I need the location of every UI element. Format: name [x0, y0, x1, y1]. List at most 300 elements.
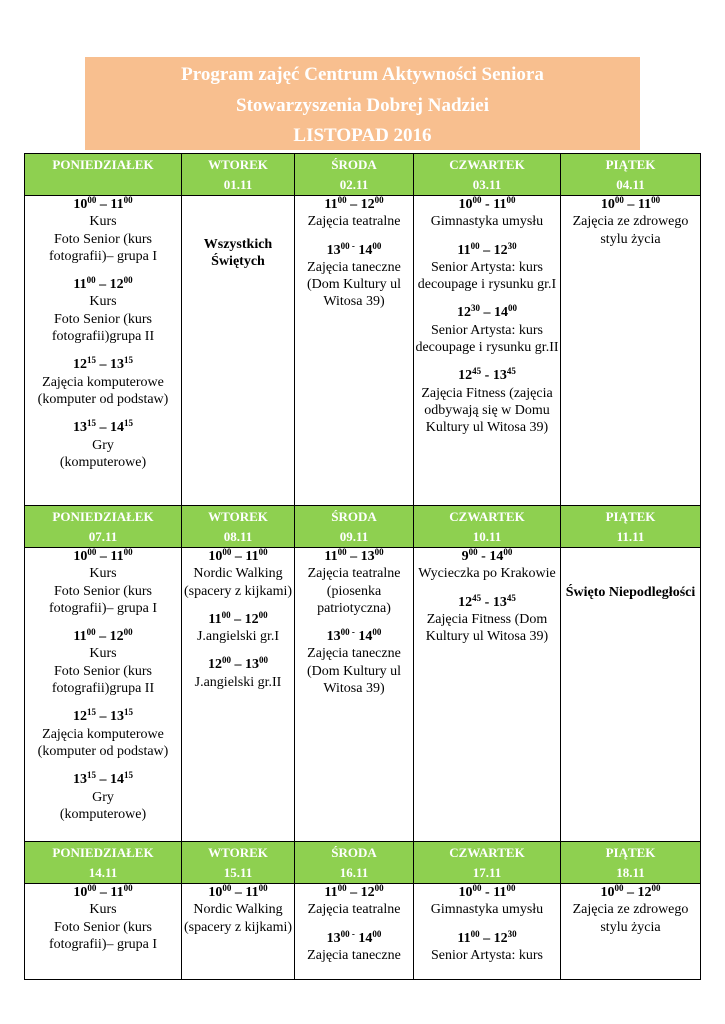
start-minutes: 15 [87, 355, 96, 366]
day-cell [182, 884, 295, 980]
title-line-3: LISTOPAD 2016 [293, 125, 432, 146]
activity-time [25, 628, 181, 645]
activity-time [25, 196, 181, 213]
end-hour: 12 [109, 277, 124, 293]
time-separator: – [623, 885, 638, 900]
day-name: PIĄTEK [605, 845, 656, 860]
start-hour: 11 [324, 549, 338, 564]
end-hour: 14 [358, 629, 373, 645]
activity-time [414, 196, 560, 213]
activity-description: Gimnastyka umysłu [430, 902, 544, 918]
activity-description: Zajęcia taneczne (Dom Kultury ul Witosa 39) [306, 646, 402, 697]
end-hour: 13 [492, 594, 507, 610]
start-hour: 11 [457, 930, 471, 946]
day-cell [414, 548, 561, 842]
activity-description: Zajęcia Fitness (zajęcia odbywają się w Domu Kultury ul Witosa 39) [421, 385, 553, 436]
end-minutes: 00 [258, 609, 268, 620]
time-separator: – [96, 709, 110, 725]
day-header [25, 506, 182, 548]
start-hour: 11 [457, 242, 471, 258]
activity-time [295, 242, 413, 259]
day-name: WTOREK [208, 845, 268, 860]
activity-entry [414, 930, 560, 965]
day-header [414, 842, 561, 884]
end-hour: 12 [244, 611, 259, 627]
time-separator: - [481, 368, 493, 384]
activity-entry [414, 594, 560, 646]
activity-entry [25, 196, 181, 265]
activity-description: Gimnastyka umysłu [430, 214, 544, 230]
activity-time [414, 884, 560, 901]
end-minutes: 00 [372, 240, 382, 251]
activity-time [182, 656, 294, 673]
end-hour: 13 [110, 709, 124, 725]
activity-entry [414, 367, 560, 436]
end-minutes: 15 [124, 355, 133, 366]
time-separator: – [231, 657, 245, 673]
end-hour: 12 [360, 197, 375, 212]
activity-entry [295, 628, 413, 697]
time-separator: - [477, 549, 490, 564]
activity-time [182, 611, 294, 628]
day-cell [182, 548, 295, 842]
week-header-row [25, 154, 701, 196]
start-hour: 13 [73, 772, 87, 788]
start-hour: 12 [458, 594, 473, 610]
activity-entry [182, 656, 294, 691]
end-minutes: 00 [123, 547, 133, 557]
end-minutes: 00 [123, 195, 133, 205]
start-minutes: 45 [472, 592, 482, 603]
start-hour: 11 [73, 277, 87, 293]
day-date: 10.11 [472, 529, 502, 544]
end-minutes: 30 [507, 240, 517, 251]
activity-description: Kurs Foto Senior (kurs fotografii)– grupa I [48, 566, 158, 616]
time-separator: - [481, 197, 494, 212]
day-header [295, 154, 414, 196]
activity-time [25, 419, 181, 436]
end-minutes: 00 [506, 195, 516, 205]
end-hour: 14 [489, 549, 504, 564]
start-hour: 11 [324, 197, 338, 212]
end-minutes: 15 [124, 770, 133, 781]
activity-entry [295, 548, 413, 617]
activity-entry [414, 884, 560, 919]
day-date [25, 175, 181, 195]
activity-description: Senior Artysta: kurs decoupage i rysunku gr.I [417, 259, 557, 293]
start-minutes: 00 - [340, 928, 355, 939]
day-cell [25, 196, 182, 506]
activity-description: Zajęcia teatralne [307, 902, 401, 918]
day-date: 14.11 [88, 865, 118, 880]
activity-time [25, 884, 181, 901]
start-minutes: 00 [337, 195, 347, 205]
start-minutes: 00 [87, 883, 97, 893]
end-minutes: 00 [258, 883, 268, 893]
end-hour: 13 [245, 657, 259, 673]
activity-time [182, 548, 294, 565]
end-minutes: 30 [507, 928, 517, 939]
start-minutes: 00 [614, 883, 624, 893]
start-minutes: 15 [87, 707, 96, 718]
start-minutes: 00 - [340, 240, 355, 251]
activity-entry [295, 930, 413, 965]
start-minutes: 00 [87, 195, 97, 205]
title-line-2: Stowarzyszenia Dobrej Nadziei [236, 94, 489, 116]
start-minutes: 00 [468, 547, 478, 557]
activity-entry [295, 242, 413, 311]
day-name: ŚRODA [331, 157, 377, 172]
activity-time [295, 930, 413, 947]
day-cell [295, 548, 414, 842]
activity-description: J.angielski gr.II [194, 674, 282, 690]
end-hour: 11 [637, 197, 652, 212]
activity-entry [295, 884, 413, 919]
start-hour: 12 [458, 368, 473, 384]
time-separator: – [96, 549, 111, 564]
time-separator: – [346, 885, 361, 900]
day-date: 18.11 [616, 865, 645, 880]
end-hour: 11 [493, 197, 507, 212]
activity-time [25, 771, 181, 788]
time-separator: – [96, 357, 110, 373]
activity-entry [25, 771, 181, 823]
activity-time [414, 594, 560, 611]
day-header [295, 842, 414, 884]
activity-time [414, 304, 560, 321]
activity-description: Nordic Walking (spacery z kijkami) [183, 566, 293, 599]
day-name: ŚRODA [331, 509, 377, 524]
activity-entry [561, 884, 700, 936]
end-minutes: 15 [124, 418, 133, 429]
activity-description: Zajęcia komputerowe (komputer od podstaw) [37, 374, 169, 407]
day-name: CZWARTEK [449, 845, 525, 860]
end-hour: 14 [110, 772, 124, 788]
day-date: 02.11 [339, 177, 369, 192]
end-minutes: 00 [651, 883, 661, 893]
day-header [295, 506, 414, 548]
day-cell [295, 196, 414, 506]
activity-entry [25, 419, 181, 471]
activity-description: Kurs Foto Senior (kurs fotografii)– grupa I [48, 214, 158, 264]
end-minutes: 00 [259, 655, 268, 666]
end-hour: 11 [245, 549, 259, 564]
start-minutes: 00 [472, 883, 482, 893]
end-minutes: 00 [123, 627, 133, 638]
time-separator: – [479, 242, 494, 258]
activity-time [561, 196, 700, 213]
day-header [414, 154, 561, 196]
end-minutes: 00 [258, 547, 268, 557]
day-cell [182, 196, 295, 506]
activity-entry [414, 196, 560, 231]
time-separator: – [95, 629, 110, 645]
start-minutes: 00 [470, 928, 480, 939]
day-name: PIĄTEK [605, 509, 656, 524]
end-minutes: 45 [506, 366, 516, 377]
day-header [561, 154, 701, 196]
start-hour: 10 [73, 197, 88, 212]
start-hour: 13 [326, 242, 341, 258]
activity-description: Kurs Foto Senior (kurs fotografii)– grupa I [48, 902, 158, 952]
day-cell [295, 884, 414, 980]
time-separator: – [96, 420, 110, 436]
time-separator: – [623, 197, 638, 212]
day-header [25, 842, 182, 884]
title-banner [85, 57, 640, 150]
time-separator: – [96, 885, 111, 900]
time-separator: – [96, 772, 110, 788]
day-cell [25, 548, 182, 842]
end-minutes: 00 [374, 195, 384, 205]
activity-entry [182, 884, 294, 936]
end-hour: 13 [492, 368, 507, 384]
day-cell [414, 884, 561, 980]
day-date: 01.11 [223, 177, 253, 192]
start-minutes: 00 [86, 627, 96, 638]
start-minutes: 30 [471, 303, 480, 314]
day-header [182, 842, 295, 884]
start-hour: 10 [600, 885, 615, 900]
holiday-label: Wszystkich Świętych [203, 237, 273, 270]
start-hour: 10 [208, 885, 223, 900]
start-minutes: 00 [337, 883, 347, 893]
end-hour: 13 [360, 549, 375, 564]
activity-description: Zajęcia taneczne [307, 947, 401, 963]
activity-entry [25, 628, 181, 697]
day-date: 17.11 [472, 865, 502, 880]
day-date: 11.11 [616, 529, 645, 544]
end-hour: 11 [245, 885, 259, 900]
schedule-table [24, 153, 701, 980]
activity-entry [25, 708, 181, 760]
start-minutes: 15 [87, 770, 96, 781]
day-name: CZWARTEK [449, 157, 525, 172]
day-name: WTOREK [208, 157, 268, 172]
end-hour: 14 [494, 305, 508, 321]
end-hour: 12 [109, 629, 124, 645]
activity-description: Zajęcia komputerowe (komputer od podstaw) [37, 726, 169, 759]
start-minutes: 00 [222, 547, 232, 557]
start-minutes: 00 [222, 883, 232, 893]
day-date: 07.11 [88, 529, 118, 544]
start-hour: 12 [457, 305, 471, 321]
activity-description: Senior Artysta: kurs decoupage i rysunku gr.II [415, 322, 559, 356]
day-name: PONIEDZIAŁEK [52, 509, 154, 524]
end-hour: 13 [110, 357, 124, 373]
activity-description: Zajęcia taneczne (Dom Kultury ul Witosa 39) [306, 259, 402, 310]
start-hour: 10 [458, 885, 473, 900]
start-hour: 12 [208, 657, 222, 673]
day-date: 04.11 [616, 177, 645, 192]
activity-time [25, 548, 181, 565]
day-header [25, 154, 182, 196]
activity-description: Gry (komputerowe) [59, 437, 147, 470]
start-minutes: 15 [87, 418, 96, 429]
week-activities-row [25, 548, 701, 842]
end-minutes: 00 [374, 547, 384, 557]
week-header-row [25, 842, 701, 884]
end-hour: 14 [358, 242, 373, 258]
start-minutes: 00 [337, 547, 347, 557]
end-hour: 14 [358, 930, 373, 946]
end-minutes: 00 [503, 547, 513, 557]
day-header [182, 154, 295, 196]
activity-time [561, 884, 700, 901]
start-hour: 9 [461, 549, 469, 564]
time-separator: – [96, 197, 111, 212]
start-minutes: 00 [614, 195, 624, 205]
day-header [561, 842, 701, 884]
day-cell [561, 548, 701, 842]
activity-time [25, 356, 181, 373]
end-minutes: 00 [123, 275, 133, 286]
day-date: 08.11 [223, 529, 253, 544]
start-minutes: 45 [472, 366, 482, 377]
activity-description: Kurs Foto Senior (kurs fotografii)grupa II [51, 294, 155, 345]
end-hour: 11 [493, 885, 507, 900]
start-hour: 10 [73, 885, 88, 900]
activity-time [414, 548, 560, 565]
start-minutes: 00 [221, 609, 231, 620]
start-hour: 13 [73, 420, 87, 436]
start-hour: 11 [324, 885, 338, 900]
activity-description: Zajęcia ze zdrowego stylu życia [572, 214, 689, 247]
activity-description: J.angielski gr.I [196, 629, 280, 645]
activity-time [25, 276, 181, 293]
end-minutes: 00 [506, 883, 516, 893]
end-minutes: 00 [374, 883, 384, 893]
end-hour: 11 [110, 885, 124, 900]
start-hour: 11 [208, 611, 222, 627]
activity-entry [414, 242, 560, 294]
activity-entry [25, 356, 181, 408]
end-minutes: 00 [508, 303, 517, 314]
title-line-1: Program zajęć Centrum Aktywności Seniora [181, 64, 544, 85]
end-hour: 12 [360, 885, 375, 900]
day-name: PIĄTEK [605, 157, 656, 172]
time-separator: - [481, 885, 494, 900]
activity-time [182, 884, 294, 901]
activity-description: Zajęcia ze zdrowego stylu życia [572, 902, 689, 935]
end-minutes: 00 [651, 195, 661, 205]
day-header [182, 506, 295, 548]
activity-time [295, 884, 413, 901]
day-date: 03.11 [472, 177, 502, 192]
start-hour: 10 [73, 549, 88, 564]
activity-time [414, 367, 560, 384]
start-hour: 12 [73, 357, 87, 373]
time-separator: – [346, 197, 361, 212]
time-separator: – [346, 549, 361, 564]
end-minutes: 00 [372, 928, 382, 939]
activity-entry [25, 276, 181, 345]
start-hour: 13 [326, 930, 341, 946]
day-cell [561, 884, 701, 980]
start-minutes: 00 [470, 240, 480, 251]
start-minutes: 00 - [340, 627, 355, 638]
activity-entry [182, 548, 294, 600]
start-minutes: 00 [87, 547, 97, 557]
day-date: 16.11 [339, 865, 369, 880]
activity-time [295, 628, 413, 645]
activity-entry [25, 884, 181, 953]
start-hour: 12 [73, 709, 87, 725]
activity-description: Wycieczka po Krakowie [418, 566, 556, 582]
day-name: WTOREK [208, 509, 268, 524]
activity-time [295, 196, 413, 213]
activity-description: Kurs Foto Senior (kurs fotografii)grupa II [51, 646, 155, 697]
activity-description: Zajęcia Fitness (Dom Kultury ul Witosa 39) [425, 611, 549, 645]
start-hour: 10 [458, 197, 473, 212]
activity-time [25, 708, 181, 725]
start-hour: 10 [600, 197, 615, 212]
day-date: 09.11 [339, 529, 369, 544]
activity-entry [414, 548, 560, 583]
activity-time [414, 242, 560, 259]
day-cell [561, 196, 701, 506]
time-separator: – [480, 305, 494, 321]
activity-description: Zajęcia teatralne [307, 214, 401, 230]
time-separator: – [95, 277, 110, 293]
time-separator: - [481, 594, 493, 610]
start-hour: 11 [73, 629, 87, 645]
time-separator: – [231, 549, 246, 564]
activity-entry [182, 611, 294, 646]
start-minutes: 00 [222, 655, 231, 666]
day-header [414, 506, 561, 548]
time-separator: – [479, 930, 494, 946]
day-name: CZWARTEK [449, 509, 525, 524]
end-hour: 11 [110, 197, 124, 212]
day-header [561, 506, 701, 548]
activity-description: Nordic Walking (spacery z kijkami) [183, 902, 293, 935]
end-hour: 14 [110, 420, 124, 436]
week-activities-row [25, 884, 701, 980]
start-hour: 10 [208, 549, 223, 564]
day-cell [25, 884, 182, 980]
end-hour: 11 [110, 549, 124, 564]
week-activities-row [25, 196, 701, 506]
holiday-label: Święto Niepodległości [565, 585, 696, 600]
start-minutes: 00 [86, 275, 96, 286]
end-minutes: 00 [123, 883, 133, 893]
time-separator: – [230, 611, 245, 627]
start-minutes: 00 [472, 195, 482, 205]
day-cell [414, 196, 561, 506]
activity-description: Senior Artysta: kurs [431, 947, 543, 963]
time-separator: – [231, 885, 246, 900]
week-header-row [25, 506, 701, 548]
end-hour: 12 [493, 930, 508, 946]
end-minutes: 00 [372, 627, 382, 638]
day-name: PONIEDZIAŁEK [52, 157, 154, 172]
end-minutes: 45 [506, 592, 516, 603]
day-date: 15.11 [223, 865, 253, 880]
end-minutes: 15 [124, 707, 133, 718]
end-hour: 12 [493, 242, 508, 258]
day-name: PONIEDZIAŁEK [52, 845, 154, 860]
day-name: ŚRODA [331, 845, 377, 860]
activity-entry [295, 196, 413, 231]
activity-entry [414, 304, 560, 356]
start-hour: 13 [326, 629, 341, 645]
activity-entry [25, 548, 181, 617]
activity-description: Zajęcia teatralne (piosenka patriotyczna) [307, 566, 401, 616]
activity-time [414, 930, 560, 947]
activity-entry [561, 196, 700, 248]
end-hour: 12 [637, 885, 652, 900]
